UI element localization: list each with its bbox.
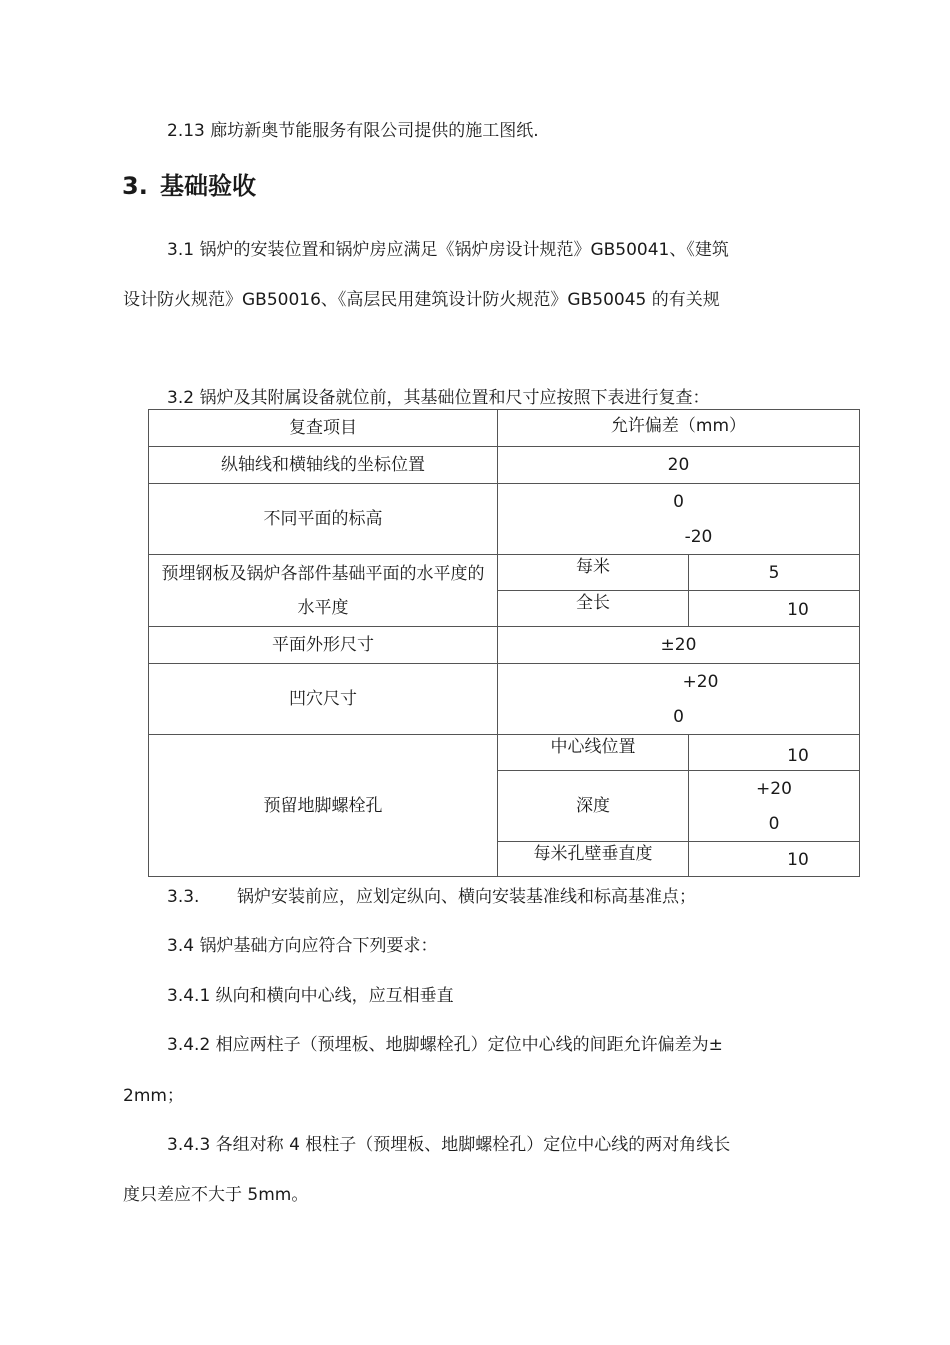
bolt-depth-value [689,771,860,842]
paragraph-3-3-number: 3.3. [167,887,200,907]
bolt-depth-upper: +20 [756,778,792,799]
recess-lower: 0 [673,706,684,727]
table-row [149,627,860,664]
paragraph-3-3 [167,885,696,909]
paragraph-3-4-2-line1: 3.4.2 相应两柱子（预埋板、地脚螺栓孔）定位中心线的间距允许偏差为± [167,1035,723,1055]
recess-item: 凹穴尺寸 [149,664,498,735]
table-row [149,484,860,555]
axis-item: 纵轴线和横轴线的坐标位置 [149,447,498,484]
level-full-value: 10 [689,591,860,627]
bolt-depth-label: 深度 [498,771,689,842]
outline-item: 平面外形尺寸 [149,627,498,664]
paragraph-3-4-3-line2: 度只差应不大于 5mm。 [123,1185,309,1205]
level-item: 预埋钢板及锅炉各部件基础平面的水平度的水平度 [149,555,498,627]
section-number: 3. [122,172,148,200]
table-row [149,555,860,591]
bolt-item: 预留地脚螺栓孔 [149,735,498,877]
elevation-value [498,484,860,555]
elevation-lower: -20 [684,526,713,547]
tolerance-table [148,409,860,877]
paragraph-3-2: 3.2 锅炉及其附属设备就位前，其基础位置和尺寸应按照下表进行复查： [167,388,710,408]
outline-value: ±20 [498,627,860,664]
header-item: 复查项目 [149,410,498,447]
paragraph-3-3-text: 锅炉安装前应，应划定纵向、横向安装基准线和标高基准点； [237,887,696,907]
bolt-depth-lower: 0 [768,813,780,834]
elevation-item: 不同平面的标高 [149,484,498,555]
bolt-vertical-label: 每米孔壁垂直度 [498,842,689,877]
bolt-vertical-value: 10 [689,842,860,877]
section-heading [122,170,256,202]
level-per-meter-value: 5 [689,555,860,591]
table-header-row [149,410,860,447]
bolt-center-label: 中心线位置 [498,735,689,771]
table-row [149,735,860,771]
paragraph-3-4-1: 3.4.1 纵向和横向中心线，应互相垂直 [167,986,454,1006]
recess-value [498,664,860,735]
section-title: 基础验收 [160,172,256,200]
table-row [149,664,860,735]
paragraph-3-4: 3.4 锅炉基础方向应符合下列要求： [167,936,438,956]
paragraph-2-13: 2.13 廊坊新奥节能服务有限公司提供的施工图纸. [167,121,539,141]
axis-value: 20 [498,447,860,484]
header-tolerance: 允许偏差（mm） [498,410,860,447]
bolt-center-value: 10 [689,735,860,771]
recess-upper: +20 [682,671,719,692]
elevation-upper: 0 [673,491,684,512]
paragraph-3-4-2-line2: 2mm； [123,1086,184,1106]
paragraph-3-1-line2: 设计防火规范》GB50016、《高层民用建筑设计防火规范》GB50045 的有关规 [123,290,720,310]
paragraph-3-1-line1: 3.1 锅炉的安装位置和锅炉房应满足《锅炉房设计规范》GB50041、《建筑 [167,240,729,260]
level-full-label: 全长 [498,591,689,627]
paragraph-3-4-3-line1: 3.4.3 各组对称 4 根柱子（预埋板、地脚螺栓孔）定位中心线的两对角线长 [167,1135,731,1155]
level-per-meter-label: 每米 [498,555,689,591]
table-row [149,447,860,484]
